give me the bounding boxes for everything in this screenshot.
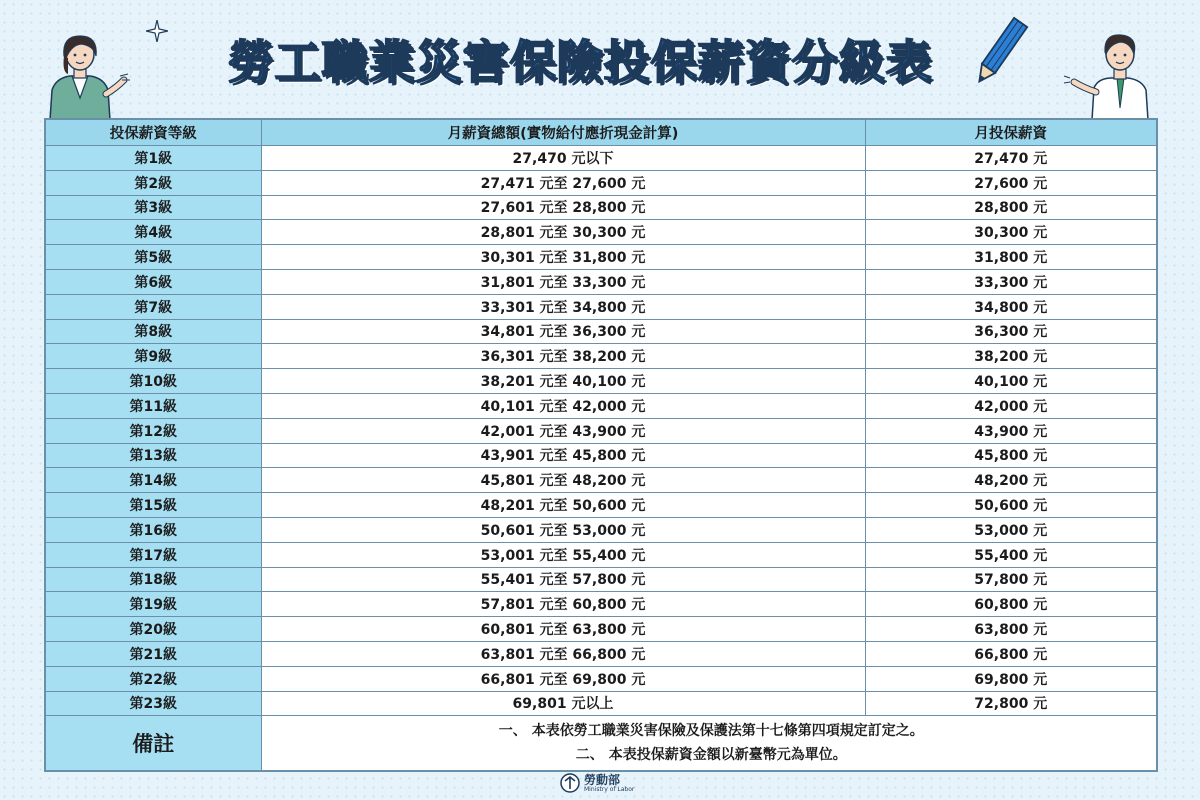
- table-row: [45, 195, 1157, 220]
- insured-salary-cell: 40,100 元: [865, 369, 1157, 394]
- insured-salary-cell: 33,300 元: [865, 269, 1157, 294]
- salary-range-cell: 43,901 元至 45,800 元: [261, 443, 865, 468]
- salary-grade-table: [44, 118, 1158, 772]
- page-title: 勞工職業災害保險投保薪資分級表: [227, 35, 933, 89]
- insured-salary-cell: 60,800 元: [865, 592, 1157, 617]
- grade-cell: 第20級: [45, 617, 261, 642]
- salary-range-cell: 50,601 元至 53,000 元: [261, 517, 865, 542]
- table-row: [45, 691, 1157, 716]
- salary-range-cell: 42,001 元至 43,900 元: [261, 418, 865, 443]
- table-row: [45, 542, 1157, 567]
- table-row: [45, 641, 1157, 666]
- table-row: [45, 666, 1157, 691]
- header-grade: 投保薪資等級: [45, 119, 261, 146]
- header-monthly-salary: 月薪資總額(實物給付應折現金計算): [261, 119, 865, 146]
- salary-range-cell: 38,201 元至 40,100 元: [261, 369, 865, 394]
- table-row: [45, 567, 1157, 592]
- grade-cell: 第8級: [45, 319, 261, 344]
- salary-range-cell: 45,801 元至 48,200 元: [261, 468, 865, 493]
- insured-salary-cell: 55,400 元: [865, 542, 1157, 567]
- insured-salary-cell: 31,800 元: [865, 245, 1157, 270]
- man-illustration: [1062, 28, 1158, 120]
- grade-cell: 第21級: [45, 641, 261, 666]
- table-row: [45, 443, 1157, 468]
- table-row: [45, 592, 1157, 617]
- grade-cell: 第3級: [45, 195, 261, 220]
- note-item: [262, 743, 1157, 767]
- insured-salary-cell: 27,600 元: [865, 170, 1157, 195]
- salary-range-cell: 53,001 元至 55,400 元: [261, 542, 865, 567]
- table-row: [45, 294, 1157, 319]
- grade-cell: 第11級: [45, 393, 261, 418]
- table-row: [45, 170, 1157, 195]
- ministry-logo: [560, 770, 634, 796]
- pencil-icon: [970, 12, 1030, 92]
- salary-range-cell: 33,301 元至 34,800 元: [261, 294, 865, 319]
- table-row: [45, 146, 1157, 171]
- notes-row: [45, 716, 1157, 772]
- salary-range-cell: 30,301 元至 31,800 元: [261, 245, 865, 270]
- ministry-name: 勞動部: [584, 772, 621, 787]
- insured-salary-cell: 66,800 元: [865, 641, 1157, 666]
- table-row: [45, 493, 1157, 518]
- grade-cell: 第7級: [45, 294, 261, 319]
- table-header-row: [45, 119, 1157, 146]
- table-row: [45, 220, 1157, 245]
- grade-cell: 第10級: [45, 369, 261, 394]
- insured-salary-cell: 69,800 元: [865, 666, 1157, 691]
- salary-range-cell: 60,801 元至 63,800 元: [261, 617, 865, 642]
- insured-salary-cell: 30,300 元: [865, 220, 1157, 245]
- table-row: [45, 468, 1157, 493]
- ministry-logo-icon: [560, 773, 580, 793]
- grade-cell: 第23級: [45, 691, 261, 716]
- insured-salary-cell: 72,800 元: [865, 691, 1157, 716]
- ministry-name-en: Ministry of Labor: [584, 785, 635, 793]
- table-row: [45, 269, 1157, 294]
- table-row: [45, 245, 1157, 270]
- grade-cell: 第13級: [45, 443, 261, 468]
- grade-cell: 第22級: [45, 666, 261, 691]
- grade-cell: 第17級: [45, 542, 261, 567]
- salary-range-cell: 63,801 元至 66,800 元: [261, 641, 865, 666]
- grade-cell: 第6級: [45, 269, 261, 294]
- grade-cell: 第4級: [45, 220, 261, 245]
- salary-range-cell: 69,801 元以上: [261, 691, 865, 716]
- grade-cell: 第15級: [45, 493, 261, 518]
- grade-cell: 第16級: [45, 517, 261, 542]
- table-row: [45, 517, 1157, 542]
- insured-salary-cell: 38,200 元: [865, 344, 1157, 369]
- grade-cell: 第14級: [45, 468, 261, 493]
- notes-content: [261, 716, 1157, 772]
- table-row: [45, 319, 1157, 344]
- salary-range-cell: 40,101 元至 42,000 元: [261, 393, 865, 418]
- insured-salary-cell: 43,900 元: [865, 418, 1157, 443]
- insured-salary-cell: 53,000 元: [865, 517, 1157, 542]
- woman-illustration: [42, 28, 132, 120]
- table-row: [45, 369, 1157, 394]
- insured-salary-cell: 50,600 元: [865, 493, 1157, 518]
- title-banner: [140, 18, 1020, 98]
- salary-range-cell: 66,801 元至 69,800 元: [261, 666, 865, 691]
- grade-cell: 第12級: [45, 418, 261, 443]
- note-number: 二、: [575, 747, 604, 764]
- grade-cell: 第5級: [45, 245, 261, 270]
- grade-cell: 第19級: [45, 592, 261, 617]
- insured-salary-cell: 42,000 元: [865, 393, 1157, 418]
- insured-salary-cell: 63,800 元: [865, 617, 1157, 642]
- insured-salary-cell: 28,800 元: [865, 195, 1157, 220]
- table-row: [45, 418, 1157, 443]
- salary-range-cell: 27,471 元至 27,600 元: [261, 170, 865, 195]
- insured-salary-cell: 27,470 元: [865, 146, 1157, 171]
- salary-range-cell: 31,801 元至 33,300 元: [261, 269, 865, 294]
- grade-cell: 第9級: [45, 344, 261, 369]
- salary-range-cell: 34,801 元至 36,300 元: [261, 319, 865, 344]
- table-row: [45, 344, 1157, 369]
- notes-label: 備註: [45, 716, 261, 772]
- salary-range-cell: 57,801 元至 60,800 元: [261, 592, 865, 617]
- note-text: 本表依勞工職業災害保險及保護法第十七條第四項規定訂定之。: [531, 723, 924, 740]
- insured-salary-cell: 36,300 元: [865, 319, 1157, 344]
- table-body: [45, 146, 1157, 772]
- table-row: [45, 617, 1157, 642]
- salary-range-cell: 48,201 元至 50,600 元: [261, 493, 865, 518]
- note-number: 一、: [498, 723, 527, 740]
- insured-salary-cell: 45,800 元: [865, 443, 1157, 468]
- insured-salary-cell: 48,200 元: [865, 468, 1157, 493]
- insured-salary-cell: 34,800 元: [865, 294, 1157, 319]
- salary-range-cell: 55,401 元至 57,800 元: [261, 567, 865, 592]
- grade-cell: 第18級: [45, 567, 261, 592]
- note-text: 本表投保薪資金額以新臺幣元為單位。: [608, 747, 847, 764]
- grade-cell: 第2級: [45, 170, 261, 195]
- table-row: [45, 393, 1157, 418]
- header-insured-salary: 月投保薪資: [865, 119, 1157, 146]
- salary-range-cell: 27,601 元至 28,800 元: [261, 195, 865, 220]
- insured-salary-cell: 57,800 元: [865, 567, 1157, 592]
- note-item: [262, 719, 1157, 743]
- salary-range-cell: 36,301 元至 38,200 元: [261, 344, 865, 369]
- grade-cell: 第1級: [45, 146, 261, 171]
- salary-range-cell: 27,470 元以下: [261, 146, 865, 171]
- salary-range-cell: 28,801 元至 30,300 元: [261, 220, 865, 245]
